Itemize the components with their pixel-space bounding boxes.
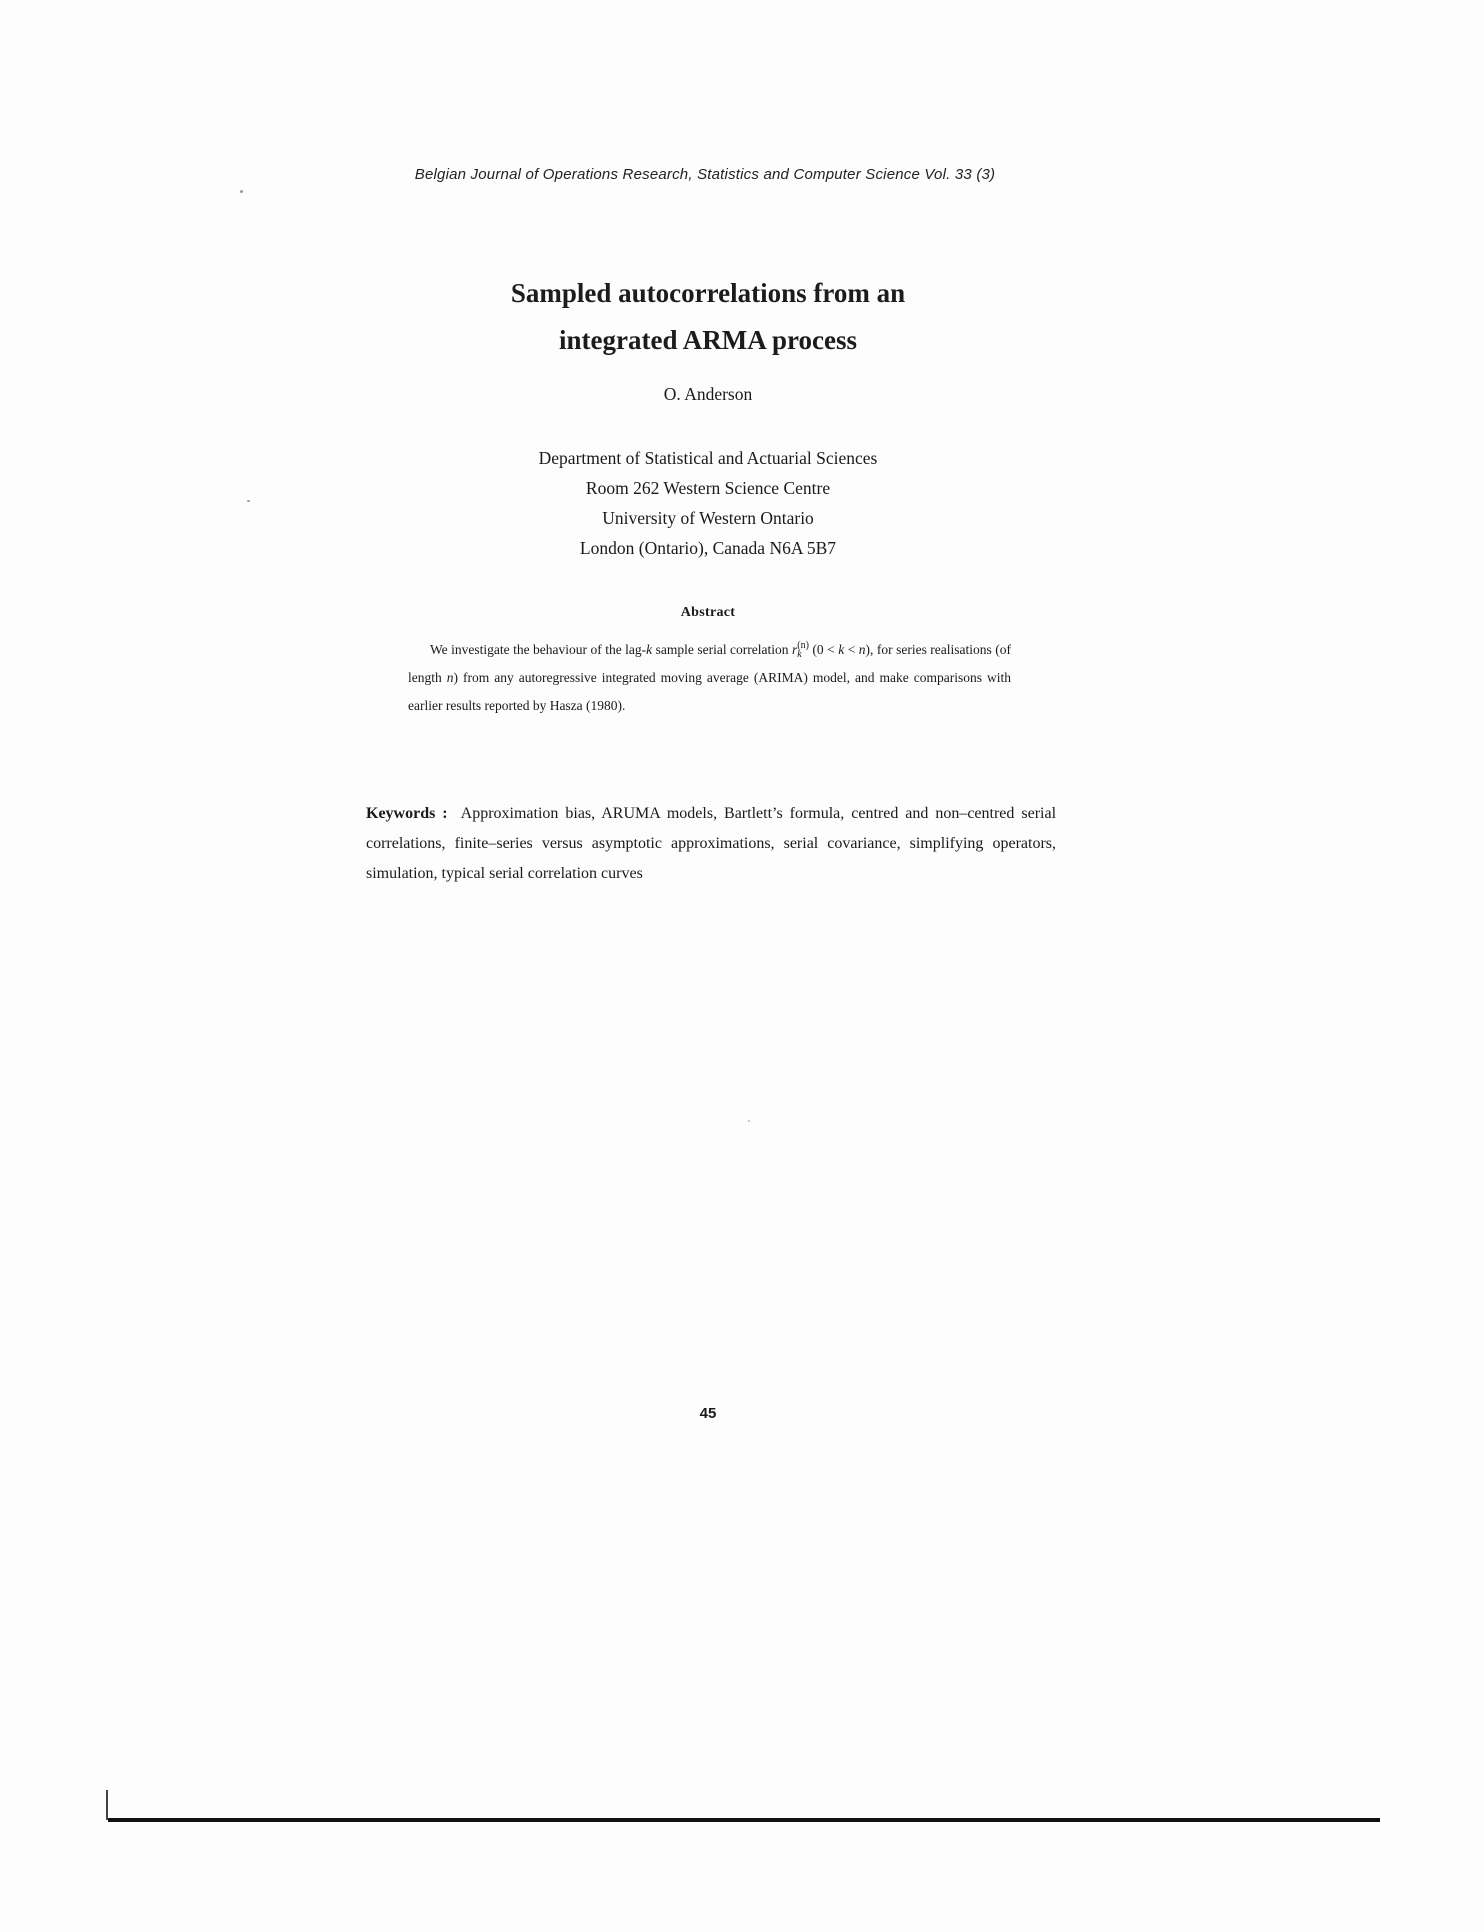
- scan-speck: [240, 190, 243, 193]
- abstract-sup-sub: [797, 641, 809, 659]
- abstract-heading: Abstract: [680, 605, 736, 620]
- author: O. Anderson: [663, 384, 753, 404]
- paper-title: [0, 270, 1416, 364]
- abstract-part-1: We investigate the behaviour of the lag-: [430, 642, 647, 657]
- affiliation-university: University of Western Ontario: [602, 508, 814, 528]
- abstract-sub-k: k: [797, 649, 802, 660]
- abstract-symbol-r: r: [792, 642, 798, 657]
- keywords-text: Approximation bias, ARUMA models, Bartlett’s formula, centred and non–centred serial correlations, finite–series versus asymptotic approximations, serial covariance, simplifying operators, simulation, typical serial correlation curves: [366, 805, 1057, 882]
- title-line-1: Sampled autocorrelations from an: [510, 278, 906, 308]
- journal-header: Belgian Journal of Operations Research, Statistics and Computer Science Vol. 33 (3): [414, 166, 996, 183]
- affiliation-city: London (Ontario), Canada N6A 5B7: [579, 538, 837, 558]
- abstract-text: [408, 636, 1011, 720]
- keywords: [366, 799, 1056, 889]
- title-line-2: integrated ARMA process: [559, 325, 857, 355]
- abstract-part-5: ), for series realisations (of length: [408, 642, 1011, 685]
- abstract-sup-n: (n): [797, 640, 809, 651]
- abstract-part-2: sample serial correlation: [652, 642, 792, 657]
- abstract-part-4: <: [844, 642, 859, 657]
- keywords-label: Keywords :: [366, 805, 448, 822]
- affiliation-department: Department of Statistical and Actuarial Sciences: [538, 448, 878, 468]
- abstract-part-6: ) from any autoregressive integrated moving average (ARIMA) model, and make comparisons with earlier results reported by Hasza (1980).: [408, 670, 1011, 713]
- page-number: 45: [699, 1405, 717, 1422]
- abstract-part-3: (0 <: [808, 642, 839, 657]
- abstract-var-k: k: [646, 642, 653, 657]
- affiliation: [0, 443, 1416, 563]
- bottom-rule: [108, 1818, 1380, 1822]
- scan-speck: [748, 1120, 750, 1122]
- scan-speck: [247, 500, 250, 502]
- scan-edge-mark: [106, 1790, 108, 1820]
- abstract-var-n2: n: [446, 670, 454, 685]
- abstract-var-n: n: [858, 642, 866, 657]
- abstract-var-k2: k: [838, 642, 845, 657]
- affiliation-room: Room 262 Western Science Centre: [585, 478, 831, 498]
